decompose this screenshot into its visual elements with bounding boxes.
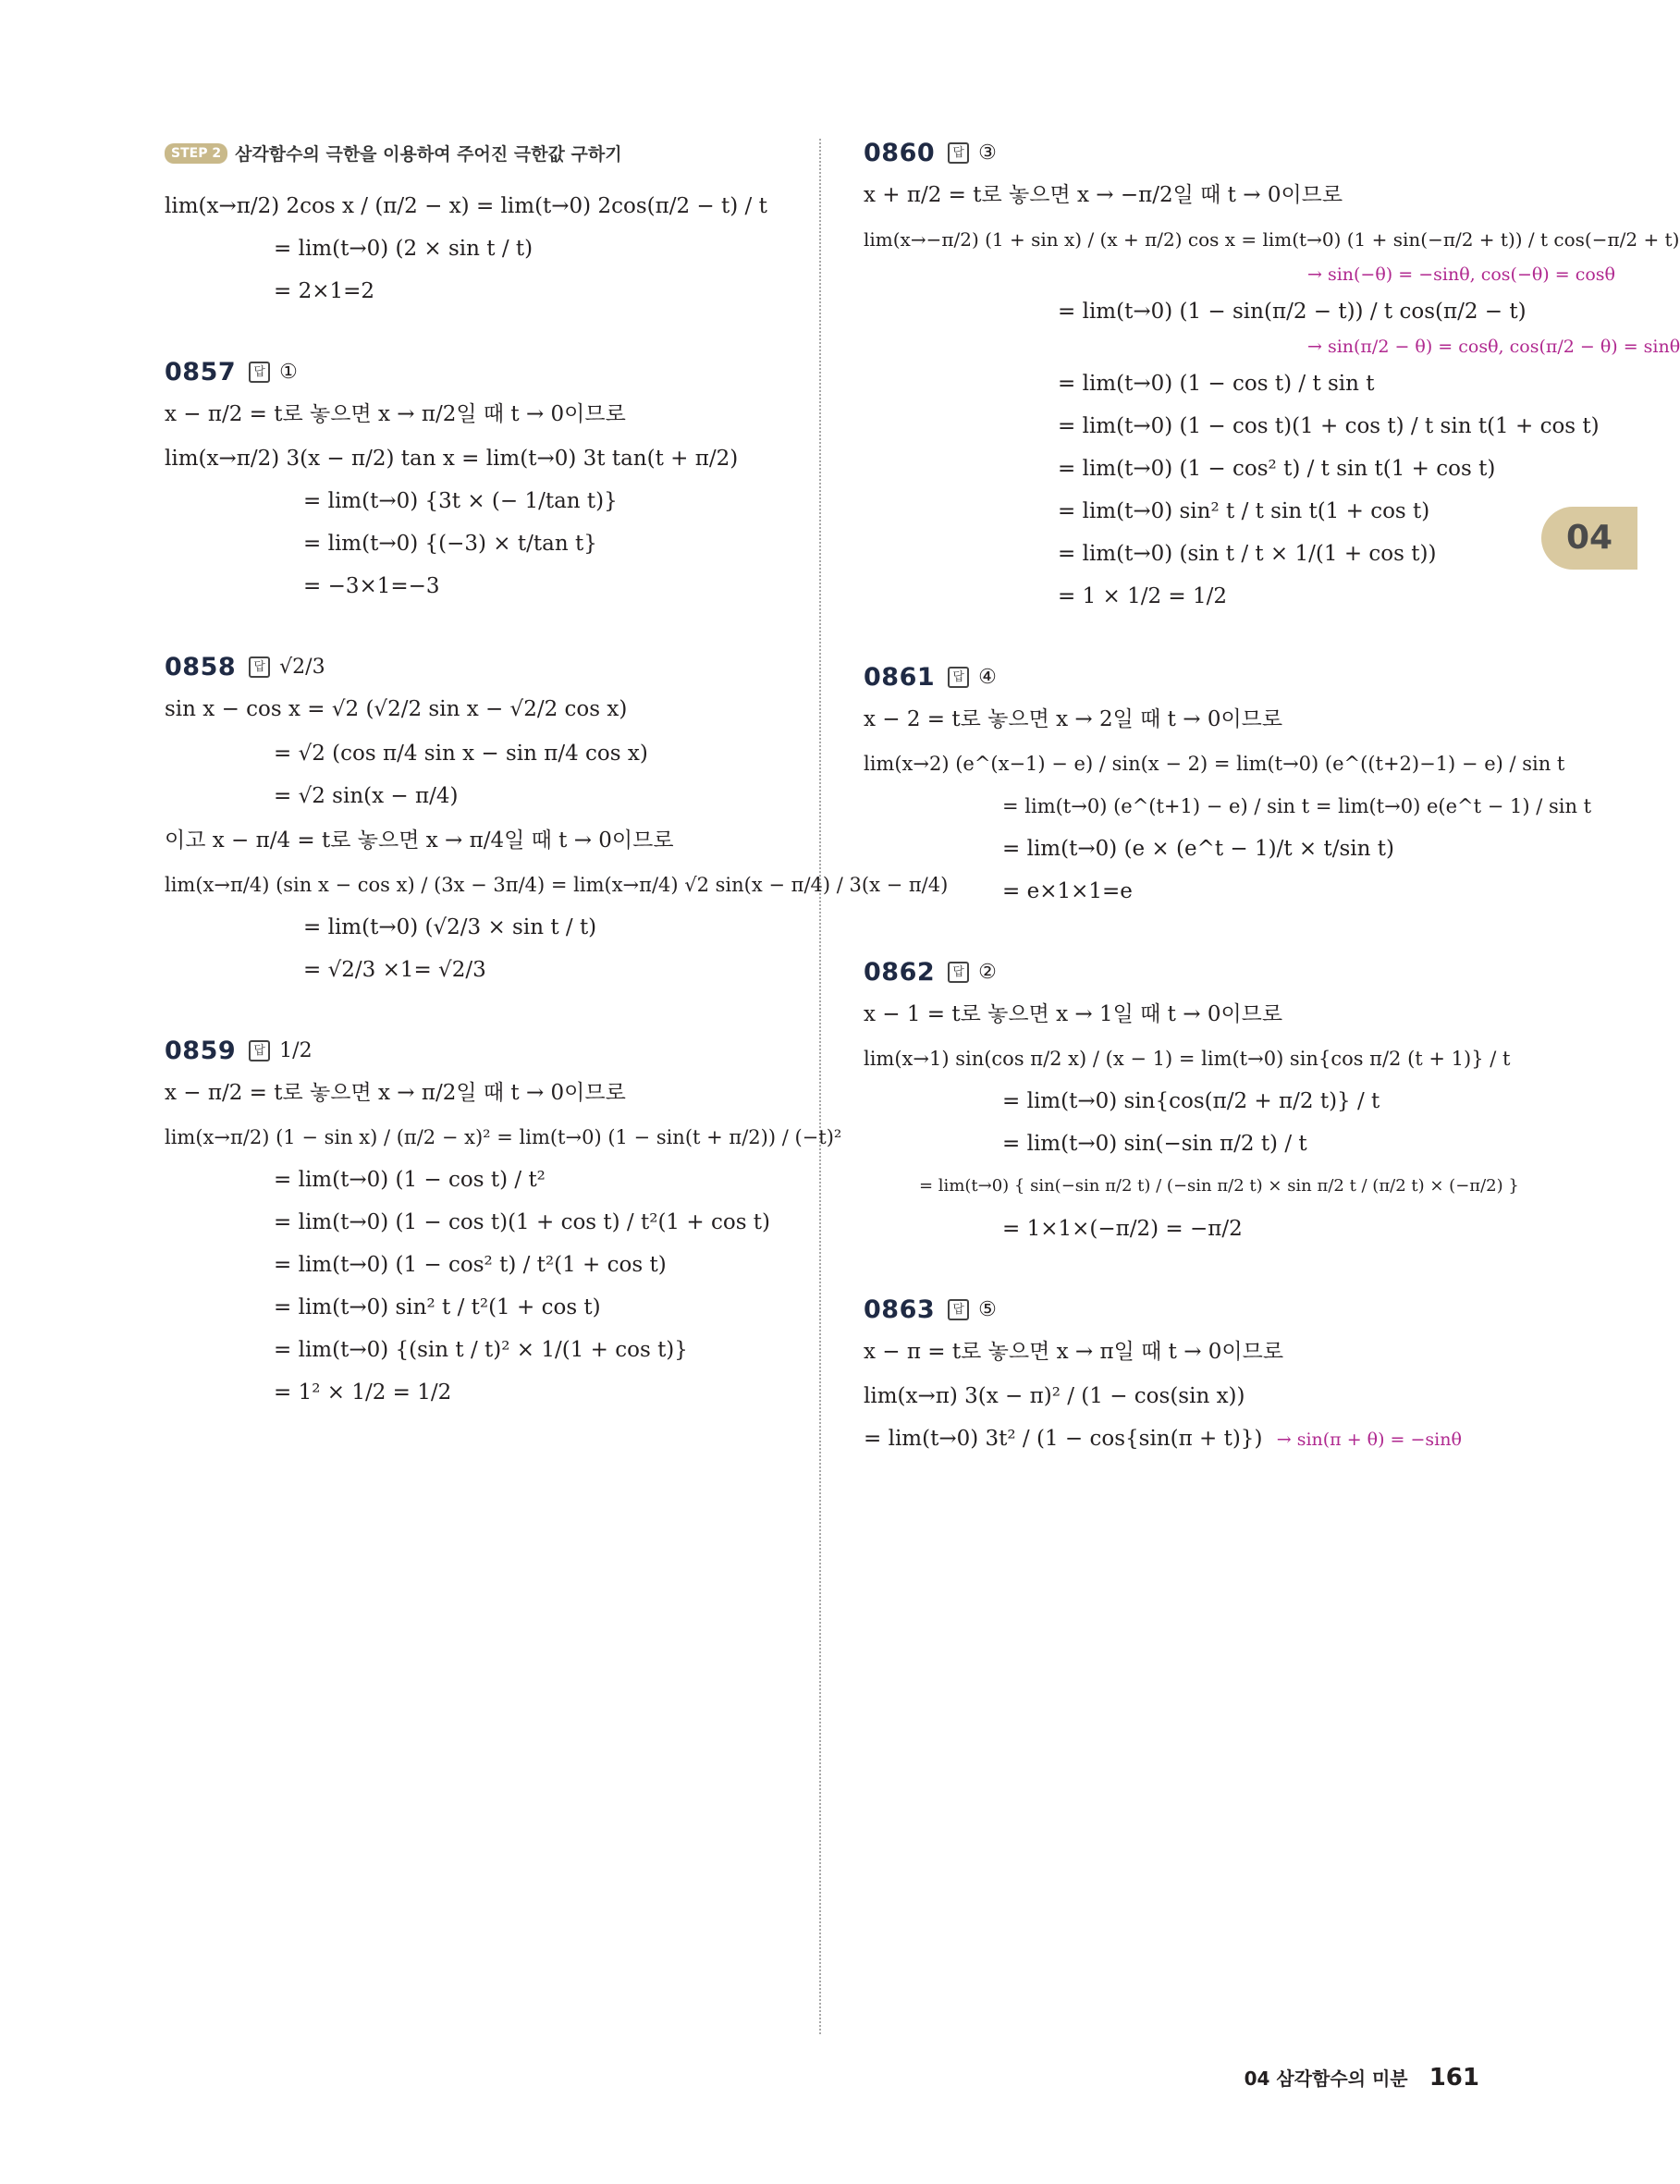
math-line: = lim(t→0) {(−3) × t/tan t} bbox=[303, 532, 597, 556]
page-number: 161 bbox=[1429, 2064, 1479, 2092]
math-line: = 1 × 1/2 = 1/2 bbox=[1058, 584, 1228, 608]
answer-icon: 답 bbox=[249, 1040, 270, 1061]
math-line: = lim(t→0) (1 − cos² t) / t²(1 + cos t) bbox=[274, 1253, 667, 1277]
problem-0857 bbox=[165, 358, 812, 605]
math-line: = √2 (cos π/4 sin x − sin π/4 cos x) bbox=[274, 742, 648, 766]
math-line-with-note bbox=[864, 1420, 1511, 1457]
math-line: = 1² × 1/2 = 1/2 bbox=[274, 1380, 452, 1405]
chapter-label: 04 삼각함수의 미분 bbox=[1244, 2067, 1408, 2090]
math-line: = lim(t→0) (√2/3 × sin t / t) bbox=[303, 915, 597, 939]
answer-value: ⑤ bbox=[978, 1298, 997, 1321]
problem-number: 0862 bbox=[864, 958, 936, 987]
math-line: = lim(t→0) {3t × (− 1/tan t)} bbox=[303, 489, 618, 513]
solution-intro: x − 1 = t로 놓으면 x → 1일 때 t → 0이므로 bbox=[864, 1002, 1283, 1026]
step-work bbox=[165, 188, 812, 310]
math-line: = lim(t→0) (e × (e^t − 1)/t × t/sin t) bbox=[1002, 837, 1394, 861]
answer-value: ③ bbox=[978, 141, 997, 165]
step-header bbox=[165, 141, 812, 166]
problem-number: 0858 bbox=[165, 653, 237, 681]
math-line: = lim(t→0) sin{cos(π/2 + π/2 t)} / t bbox=[1002, 1089, 1380, 1113]
math-line: = lim(t→0) (2 × sin t / t) bbox=[274, 237, 533, 261]
identity-note: → sin(π + θ) = −sinθ bbox=[1276, 1429, 1462, 1450]
problem-header bbox=[864, 139, 1511, 167]
math-line: = √2 sin(x − π/4) bbox=[274, 784, 459, 808]
problem-number: 0859 bbox=[165, 1037, 237, 1065]
answer-icon: 답 bbox=[948, 962, 969, 983]
step-title: 삼각함수의 극한을 이용하여 주어진 극한값 구하기 bbox=[235, 144, 622, 165]
problem-0863 bbox=[864, 1295, 1511, 1457]
solution-intro: x − π/2 = t로 놓으면 x → π/2일 때 t → 0이므로 bbox=[165, 402, 626, 426]
step-badge: STEP 2 bbox=[165, 143, 227, 164]
problem-header bbox=[165, 1037, 812, 1065]
math-line: = lim(t→0) sin² t / t²(1 + cos t) bbox=[274, 1295, 601, 1319]
math-line: lim(x→2) (e^(x−1) − e) / sin(x − 2) = lim(t→0) (e^((t+2)−1) − e) / sin t bbox=[864, 753, 1565, 775]
math-line: lim(x→π/4) (sin x − cos x) / (3x − 3π/4) = lim(x→π/4) √2 sin(x − π/4) / 3(x − π/4) bbox=[165, 874, 949, 896]
problem-number: 0857 bbox=[165, 358, 237, 386]
math-line: = lim(t→0) (e^(t+1) − e) / sin t = lim(t→0) e(e^t − 1) / sin t bbox=[1002, 795, 1592, 817]
math-line: = e×1×1=e bbox=[1002, 879, 1133, 903]
answer-icon: 답 bbox=[249, 656, 270, 678]
math-line: lim(x→−π/2) (1 + sin x) / (x + π/2) cos x = lim(t→0) (1 + sin(−π/2 + t)) / t cos(−π/2 + t) bbox=[864, 228, 1680, 251]
math-line: = lim(t→0) (1 − cos t) / t² bbox=[274, 1168, 546, 1192]
math-line: = lim(t→0) sin² t / t sin t(1 + cos t) bbox=[1058, 499, 1430, 523]
math-line: lim(x→1) sin(cos π/2 x) / (x − 1) = lim(t→0) sin{cos π/2 (t + 1)} / t bbox=[864, 1048, 1511, 1070]
problem-header bbox=[864, 958, 1511, 987]
solution-intro: x − π = t로 놓으면 x → π일 때 t → 0이므로 bbox=[864, 1340, 1284, 1364]
answer-value: 1/2 bbox=[279, 1039, 313, 1062]
math-line: = lim(t→0) (sin t / t × 1/(1 + cos t)) bbox=[1058, 542, 1437, 566]
identity-note: → sin(−θ) = −sinθ, cos(−θ) = cosθ bbox=[1307, 264, 1615, 285]
math-line: = lim(t→0) (1 − cos t)(1 + cos t) / t²(1 + cos t) bbox=[274, 1210, 771, 1234]
math-line: = lim(t→0) (1 − cos t)(1 + cos t) / t sin t(1 + cos t) bbox=[1058, 414, 1600, 438]
math-line: = lim(t→0) { sin(−sin π/2 t) / (−sin π/2 t) × sin π/2 t / (π/2 t) × (−π/2) } bbox=[919, 1176, 1519, 1196]
math-line: = lim(t→0) {(sin t / t)² × 1/(1 + cos t)} bbox=[274, 1338, 688, 1362]
problem-header bbox=[165, 358, 812, 386]
answer-icon: 답 bbox=[948, 142, 969, 164]
answer-value: ② bbox=[978, 961, 997, 984]
identity-note: → sin(π/2 − θ) = cosθ, cos(π/2 − θ) = sinθ bbox=[1307, 337, 1680, 357]
problem-number: 0860 bbox=[864, 139, 936, 167]
math-line: lim(x→π/2) 2cos x / (π/2 − x) = lim(t→0) 2cos(π/2 − t) / t bbox=[165, 194, 767, 218]
solution-intro: x − π/2 = t로 놓으면 x → π/2일 때 t → 0이므로 bbox=[165, 1081, 626, 1105]
answer-icon: 답 bbox=[948, 667, 969, 688]
math-line: lim(x→π/2) 3(x − π/2) tan x = lim(t→0) 3t tan(t + π/2) bbox=[165, 447, 739, 471]
problem-number: 0863 bbox=[864, 1295, 936, 1324]
math-line: = lim(t→0) (1 − cos t) / t sin t bbox=[1058, 372, 1375, 396]
answer-value: √2/3 bbox=[279, 656, 325, 679]
problem-0859 bbox=[165, 1037, 842, 1411]
math-line: = 1×1×(−π/2) = −π/2 bbox=[1002, 1217, 1243, 1241]
problem-0861 bbox=[864, 663, 1592, 910]
column-divider bbox=[819, 139, 821, 2034]
problem-number: 0861 bbox=[864, 663, 936, 692]
math-text: = lim(t→0) 3t² / (1 − cos{sin(π + t)}) bbox=[864, 1427, 1263, 1451]
answer-icon: 답 bbox=[948, 1299, 969, 1320]
answer-icon: 답 bbox=[249, 362, 270, 383]
problem-header bbox=[864, 1295, 1511, 1324]
solution-intro: x + π/2 = t로 놓으면 x → −π/2일 때 t → 0이므로 bbox=[864, 183, 1343, 207]
problem-header bbox=[165, 653, 812, 681]
solution-intro: sin x − cos x = √2 (√2/2 sin x − √2/2 cos x) bbox=[165, 697, 628, 721]
math-line: lim(x→π/2) (1 − sin x) / (π/2 − x)² = lim(t→0) (1 − sin(t + π/2)) / (−t)² bbox=[165, 1126, 842, 1148]
math-line: = lim(t→0) sin(−sin π/2 t) / t bbox=[1002, 1132, 1307, 1156]
substitution-text: 이고 x − π/4 = t로 놓으면 x → π/4일 때 t → 0이므로 bbox=[165, 828, 674, 853]
math-line: lim(x→π) 3(x − π)² / (1 − cos(sin x)) bbox=[864, 1384, 1245, 1408]
page-footer bbox=[1239, 2064, 1479, 2092]
answer-value: ④ bbox=[978, 666, 997, 689]
chapter-tab: 04 bbox=[1541, 507, 1637, 570]
math-line: = −3×1=−3 bbox=[303, 574, 440, 598]
math-line: = 2×1=2 bbox=[274, 279, 375, 303]
math-line: = √2/3 ×1= √2/3 bbox=[303, 958, 486, 982]
math-line: = lim(t→0) (1 − sin(π/2 − t)) / t cos(π/2 − t) bbox=[1058, 300, 1527, 324]
answer-value: ① bbox=[279, 361, 298, 384]
solution-intro: x − 2 = t로 놓으면 x → 2일 때 t → 0이므로 bbox=[864, 707, 1283, 731]
problem-header bbox=[864, 663, 1511, 692]
problem-0862 bbox=[864, 958, 1519, 1247]
math-line: = lim(t→0) (1 − cos² t) / t sin t(1 + cos t) bbox=[1058, 457, 1496, 481]
